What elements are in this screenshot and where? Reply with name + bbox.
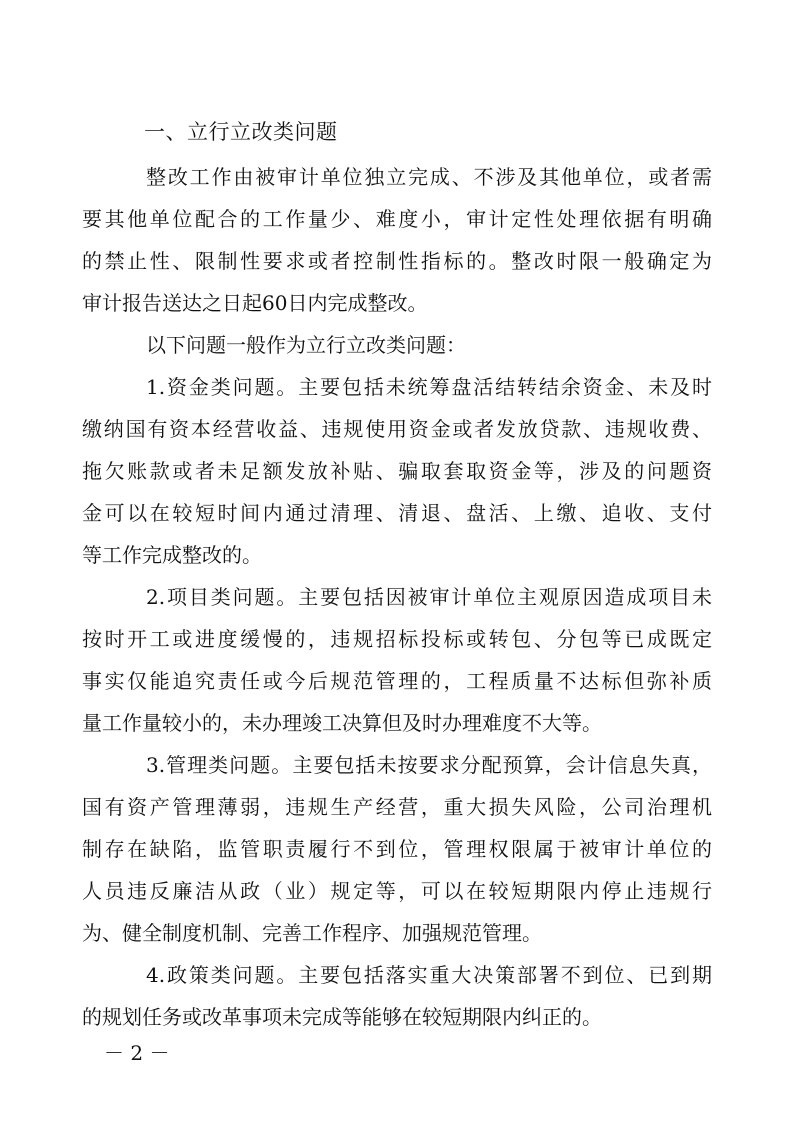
body-line: 的规划任务或改革事项未完成等能够在较短期限内纠正的。 [82,1005,602,1029]
section-heading: 一、立行立改类问题 [144,120,338,144]
body-line: 金可以在较短时间内通过清理、清退、盘活、上缴、追收、支付 [82,501,712,525]
body-line: 3.管理类问题。主要包括未按要求分配预算，会计信息失真， [146,753,712,777]
body-line: 国有资产管理薄弱，违规生产经营，重大损失风险，公司治理机 [82,795,712,819]
body-line: 的禁止性、限制性要求或者控制性指标的。整改时限一般确定为 [82,249,712,273]
page-number: － 2 － [104,1041,170,1065]
body-line: 要其他单位配合的工作量少、难度小，审计定性处理依据有明确 [82,207,712,231]
body-line: 审计报告送达之日起60日内完成整改。 [82,291,428,315]
body-line: 4.政策类问题。主要包括落实重大决策部署不到位、已到期 [146,963,712,987]
body-line: 事实仅能追究责任或今后规范管理的，工程质量不达标但弥补质 [82,669,712,693]
body-line: 整改工作由被审计单位独立完成、不涉及其他单位，或者需 [146,165,712,189]
body-line: 按时开工或进度缓慢的，违规招标投标或转包、分包等已成既定 [82,627,712,651]
body-line: 1.资金类问题。主要包括未统筹盘活结转结余资金、未及时 [146,375,712,399]
body-line: 缴纳国有资本经营收益、违规使用资金或者发放贷款、违规收费、 [82,417,712,441]
body-line: 为、健全制度机制、完善工作程序、加强规范管理。 [82,921,542,945]
body-line: 等工作完成整改的。 [82,543,262,567]
body-line: 2.项目类问题。主要包括因被审计单位主观原因造成项目未 [146,585,712,609]
body-line: 量工作量较小的，未办理竣工决算但及时办理难度不大等。 [82,711,602,735]
body-line: 制存在缺陷，监管职责履行不到位，管理权限属于被审计单位的 [82,837,712,861]
body-line: 人员违反廉洁从政（业）规定等，可以在较短期限内停止违规行 [82,879,712,903]
body-line: 拖欠账款或者未足额发放补贴、骗取套取资金等，涉及的问题资 [82,459,712,483]
body-line: 以下问题一般作为立行立改类问题： [146,333,466,357]
